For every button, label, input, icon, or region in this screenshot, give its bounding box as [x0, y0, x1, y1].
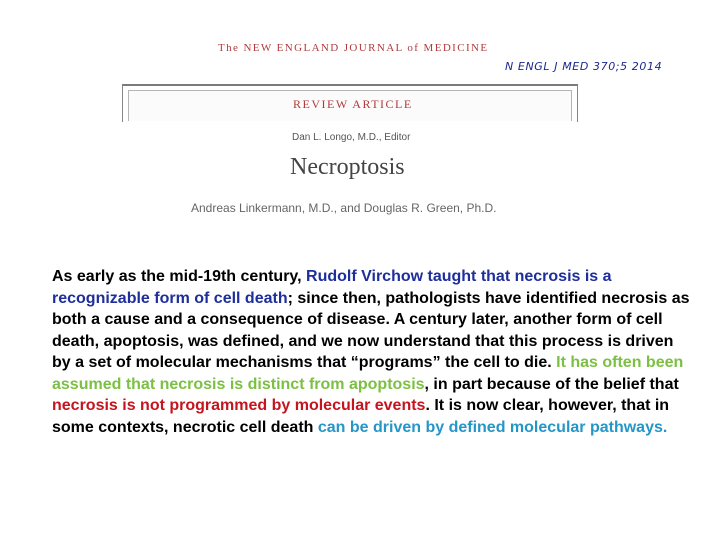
highlight-not-programmed: necrosis is not programmed by molecular events [52, 397, 426, 414]
journal-masthead: The NEW ENGLAND JOURNAL of MEDICINE [218, 42, 489, 54]
highlight-molecular-pathways: can be driven by defined molecular pathways. [317, 418, 668, 436]
article-editor: Dan L. Longo, M.D., Editor [292, 132, 411, 143]
article-title: Necroptosis [290, 154, 405, 180]
abstract-text: , in part because of the belief that [424, 375, 679, 393]
abstract-text: . It is now clear, however, that in some contexts, necrotic cell death [52, 397, 670, 436]
article-authors: Andreas Linkermann, M.D., and Douglas R. Green, Ph.D. [191, 201, 497, 215]
abstract-text: As early as the mid-19th century, [52, 268, 307, 285]
abstract-text: ; since then, pathologists have identified necrosis as both a cause and a consequence of disease. A century later, another form of cell death, apoptosis, was defined, and we now understand that this process is driven by a set of molecular mechanisms that “programs” the cell to die. [52, 289, 690, 371]
abstract-paragraph [52, 266, 692, 438]
article-type-label: REVIEW ARTICLE [293, 97, 413, 111]
highlight-virchow: Rudolf Virchow taught that necrosis is a recognizable form of cell death [52, 268, 612, 307]
review-article-banner [122, 84, 578, 122]
review-article-banner-inner [128, 90, 572, 121]
journal-citation: N ENGL J MED 370;5 2014 [505, 60, 663, 73]
highlight-assumed-distinct: It has often been assumed that necrosis is distinct from apoptosis [52, 354, 684, 393]
